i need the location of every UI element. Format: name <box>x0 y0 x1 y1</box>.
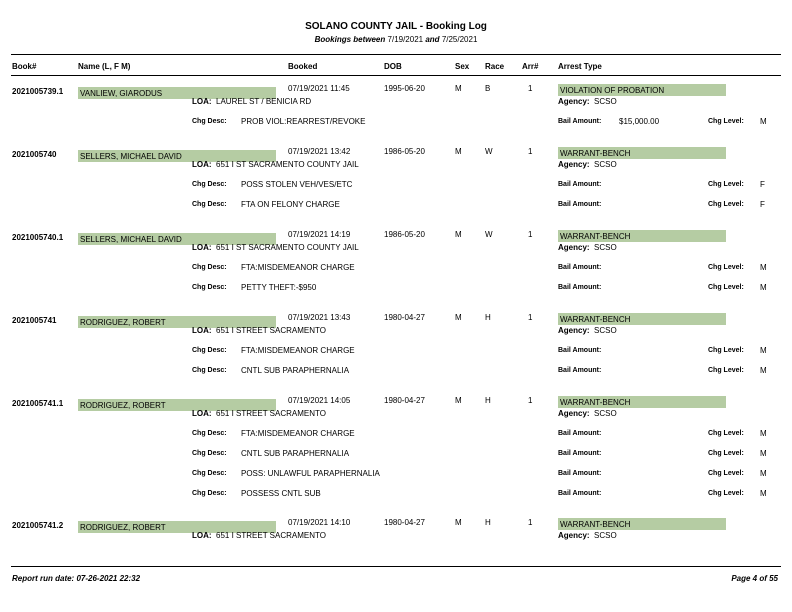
loa-value: LAUREL ST / BENICIA RD <box>216 97 312 106</box>
agency-label: Agency: <box>558 531 590 540</box>
sex: M <box>455 84 462 93</box>
sex: M <box>455 147 462 156</box>
chg-level-label: Chg Level: <box>708 201 744 208</box>
charge-row <box>0 489 792 501</box>
arrest-type: VIOLATION OF PROBATION <box>558 84 726 96</box>
arrest-number: 1 <box>528 84 533 93</box>
location-of-arrest <box>192 531 326 540</box>
bail-amount-label: Bail Amount: <box>558 284 602 291</box>
header-rule-top <box>11 54 781 55</box>
subtitle-prefix: Bookings between <box>314 35 386 44</box>
chg-desc-label: Chg Desc: <box>192 284 227 291</box>
chg-level-label: Chg Level: <box>708 347 744 354</box>
bail-amount-label: Bail Amount: <box>558 181 602 188</box>
book-number: 2021005741.1 <box>12 399 64 408</box>
chg-desc-value: PETTY THEFT:-$950 <box>241 283 317 292</box>
sex: M <box>455 396 462 405</box>
chg-desc-label: Chg Desc: <box>192 470 227 477</box>
inmate-name: RODRIGUEZ, ROBERT <box>78 521 276 533</box>
chg-desc-label: Chg Desc: <box>192 201 227 208</box>
loa-label: LOA: <box>192 160 212 169</box>
charge-row <box>0 469 792 481</box>
loa-label: LOA: <box>192 243 212 252</box>
chg-level-label: Chg Level: <box>708 284 744 291</box>
charge-row <box>0 117 792 129</box>
col-race: Race <box>485 62 505 71</box>
agency <box>558 326 617 335</box>
book-number: 2021005740.1 <box>12 233 64 242</box>
chg-level-value: M <box>760 117 767 126</box>
and-word: and <box>425 35 440 44</box>
footer-rule <box>11 566 781 567</box>
book-number: 2021005741.2 <box>12 521 64 530</box>
chg-desc-label: Chg Desc: <box>192 367 227 374</box>
chg-level-label: Chg Level: <box>708 181 744 188</box>
location-of-arrest <box>192 243 359 252</box>
agency-label: Agency: <box>558 243 590 252</box>
booked-datetime: 07/19/2021 13:43 <box>288 313 351 322</box>
location-of-arrest <box>192 326 326 335</box>
agency-value: SCSO <box>594 531 617 540</box>
chg-desc-label: Chg Desc: <box>192 430 227 437</box>
chg-level-label: Chg Level: <box>708 470 744 477</box>
col-dob: DOB <box>384 62 402 71</box>
agency <box>558 97 617 106</box>
chg-level-label: Chg Level: <box>708 490 744 497</box>
chg-desc-label: Chg Desc: <box>192 450 227 457</box>
date-of-birth: 1986-05-20 <box>384 230 425 239</box>
agency <box>558 160 617 169</box>
chg-desc-value: POSSESS CNTL SUB <box>241 489 321 498</box>
header-rule-bottom <box>11 75 781 76</box>
chg-level-value: M <box>760 429 767 438</box>
loa-value: 651 I STREET SACRAMENTO <box>216 531 326 540</box>
chg-level-value: M <box>760 469 767 478</box>
inmate-name: VANLIEW, GIARODUS <box>78 87 276 99</box>
bail-amount-label: Bail Amount: <box>558 490 602 497</box>
location-of-arrest <box>192 409 326 418</box>
agency-label: Agency: <box>558 326 590 335</box>
booked-datetime: 07/19/2021 11:45 <box>288 84 350 93</box>
report-title: SOLANO COUNTY JAIL - Booking Log <box>305 21 487 32</box>
inmate-name: RODRIGUEZ, ROBERT <box>78 399 276 411</box>
col-booked: Booked <box>288 62 318 71</box>
race: H <box>485 518 491 527</box>
chg-desc-value: FTA:MISDEMEANOR CHARGE <box>241 429 355 438</box>
inmate-name: SELLERS, MICHAEL DAVID <box>78 150 276 162</box>
agency <box>558 409 617 418</box>
bail-amount-label: Bail Amount: <box>558 118 602 125</box>
end-date: 7/25/2021 <box>441 35 478 44</box>
booked-datetime: 07/19/2021 14:10 <box>288 518 351 527</box>
charge-row <box>0 200 792 212</box>
loa-label: LOA: <box>192 531 212 540</box>
chg-level-value: M <box>760 366 767 375</box>
loa-value: 651 I STREET SACRAMENTO <box>216 409 326 418</box>
report-subtitle <box>0 35 792 44</box>
book-number: 2021005741 <box>12 316 57 325</box>
race: H <box>485 313 491 322</box>
book-number: 2021005739.1 <box>12 87 64 96</box>
charge-row <box>0 449 792 461</box>
bail-amount-label: Bail Amount: <box>558 367 602 374</box>
race: B <box>485 84 491 93</box>
loa-label: LOA: <box>192 409 212 418</box>
chg-desc-label: Chg Desc: <box>192 118 227 125</box>
agency-value: SCSO <box>594 243 617 252</box>
chg-desc-value: FTA ON FELONY CHARGE <box>241 200 340 209</box>
inmate-name: SELLERS, MICHAEL DAVID <box>78 233 276 245</box>
sex: M <box>455 313 462 322</box>
chg-desc-value: FTA:MISDEMEANOR CHARGE <box>241 263 355 272</box>
agency-value: SCSO <box>594 97 617 106</box>
col-book: Book# <box>12 62 37 71</box>
charge-row <box>0 346 792 358</box>
chg-desc-value: CNTL SUB PARAPHERNALIA <box>241 449 350 458</box>
bail-amount-label: Bail Amount: <box>558 347 602 354</box>
bail-amount-value: $15,000.00 <box>619 117 660 126</box>
location-of-arrest <box>192 97 311 106</box>
booked-datetime: 07/19/2021 14:19 <box>288 230 351 239</box>
agency-label: Agency: <box>558 97 590 106</box>
chg-desc-value: FTA:MISDEMEANOR CHARGE <box>241 346 355 355</box>
chg-desc-label: Chg Desc: <box>192 347 227 354</box>
chg-desc-label: Chg Desc: <box>192 264 227 271</box>
page-number: Page 4 of 55 <box>731 574 778 583</box>
arrest-type: WARRANT-BENCH <box>558 396 726 408</box>
agency-value: SCSO <box>594 326 617 335</box>
bail-amount-label: Bail Amount: <box>558 264 602 271</box>
chg-level-label: Chg Level: <box>708 367 744 374</box>
chg-level-label: Chg Level: <box>708 450 744 457</box>
chg-level-value: M <box>760 449 767 458</box>
race: W <box>485 230 493 239</box>
chg-desc-label: Chg Desc: <box>192 490 227 497</box>
col-arrest-type: Arrest Type <box>558 62 602 71</box>
charge-row <box>0 263 792 275</box>
race: H <box>485 396 491 405</box>
arrest-type: WARRANT-BENCH <box>558 230 726 242</box>
arrest-type: WARRANT-BENCH <box>558 147 726 159</box>
chg-level-value: M <box>760 489 767 498</box>
chg-level-label: Chg Level: <box>708 264 744 271</box>
agency <box>558 531 617 540</box>
booked-datetime: 07/19/2021 14:05 <box>288 396 351 405</box>
arrest-number: 1 <box>528 147 533 156</box>
chg-level-value: M <box>760 263 767 272</box>
chg-desc-value: PROB VIOL:REARREST/REVOKE <box>241 117 366 126</box>
agency-value: SCSO <box>594 409 617 418</box>
arrest-type: WARRANT-BENCH <box>558 313 726 325</box>
bail-amount-label: Bail Amount: <box>558 430 602 437</box>
col-sex: Sex <box>455 62 470 71</box>
charge-row <box>0 283 792 295</box>
race: W <box>485 147 493 156</box>
location-of-arrest <box>192 160 359 169</box>
agency <box>558 243 617 252</box>
chg-desc-value: CNTL SUB PARAPHERNALIA <box>241 366 350 375</box>
report-run-date: Report run date: 07-26-2021 22:32 <box>12 574 141 583</box>
chg-level-value: M <box>760 283 767 292</box>
arrest-number: 1 <box>528 518 533 527</box>
book-number: 2021005740 <box>12 150 57 159</box>
loa-value: 651 I ST SACRAMENTO COUNTY JAIL <box>216 243 359 252</box>
chg-desc-label: Chg Desc: <box>192 181 227 188</box>
start-date: 7/19/2021 <box>387 35 424 44</box>
sex: M <box>455 230 462 239</box>
date-of-birth: 1980-04-27 <box>384 313 425 322</box>
chg-desc-value: POSS STOLEN VEH/VES/ETC <box>241 180 353 189</box>
charge-row <box>0 180 792 192</box>
loa-value: 651 I ST SACRAMENTO COUNTY JAIL <box>216 160 359 169</box>
chg-level-value: F <box>760 200 765 209</box>
agency-value: SCSO <box>594 160 617 169</box>
booked-datetime: 07/19/2021 13:42 <box>288 147 351 156</box>
date-of-birth: 1980-04-27 <box>384 518 425 527</box>
arrest-number: 1 <box>528 313 533 322</box>
chg-level-value: M <box>760 346 767 355</box>
chg-desc-value: POSS: UNLAWFUL PARAPHERNALIA <box>241 469 380 478</box>
bail-amount-label: Bail Amount: <box>558 201 602 208</box>
chg-level-label: Chg Level: <box>708 430 744 437</box>
inmate-name: RODRIGUEZ, ROBERT <box>78 316 276 328</box>
agency-label: Agency: <box>558 160 590 169</box>
charge-row <box>0 366 792 378</box>
loa-label: LOA: <box>192 326 212 335</box>
chg-level-label: Chg Level: <box>708 118 744 125</box>
loa-label: LOA: <box>192 97 212 106</box>
arrest-type: WARRANT-BENCH <box>558 518 726 530</box>
date-of-birth: 1986-05-20 <box>384 147 425 156</box>
charge-row <box>0 429 792 441</box>
col-arr: Arr# <box>522 62 539 71</box>
loa-value: 651 I STREET SACRAMENTO <box>216 326 326 335</box>
date-of-birth: 1995-06-20 <box>384 84 425 93</box>
arrest-number: 1 <box>528 396 533 405</box>
agency-label: Agency: <box>558 409 590 418</box>
col-name: Name (L, F M) <box>78 62 131 71</box>
sex: M <box>455 518 462 527</box>
date-of-birth: 1980-04-27 <box>384 396 425 405</box>
bail-amount-label: Bail Amount: <box>558 470 602 477</box>
arrest-number: 1 <box>528 230 533 239</box>
chg-level-value: F <box>760 180 765 189</box>
bail-amount-label: Bail Amount: <box>558 450 602 457</box>
